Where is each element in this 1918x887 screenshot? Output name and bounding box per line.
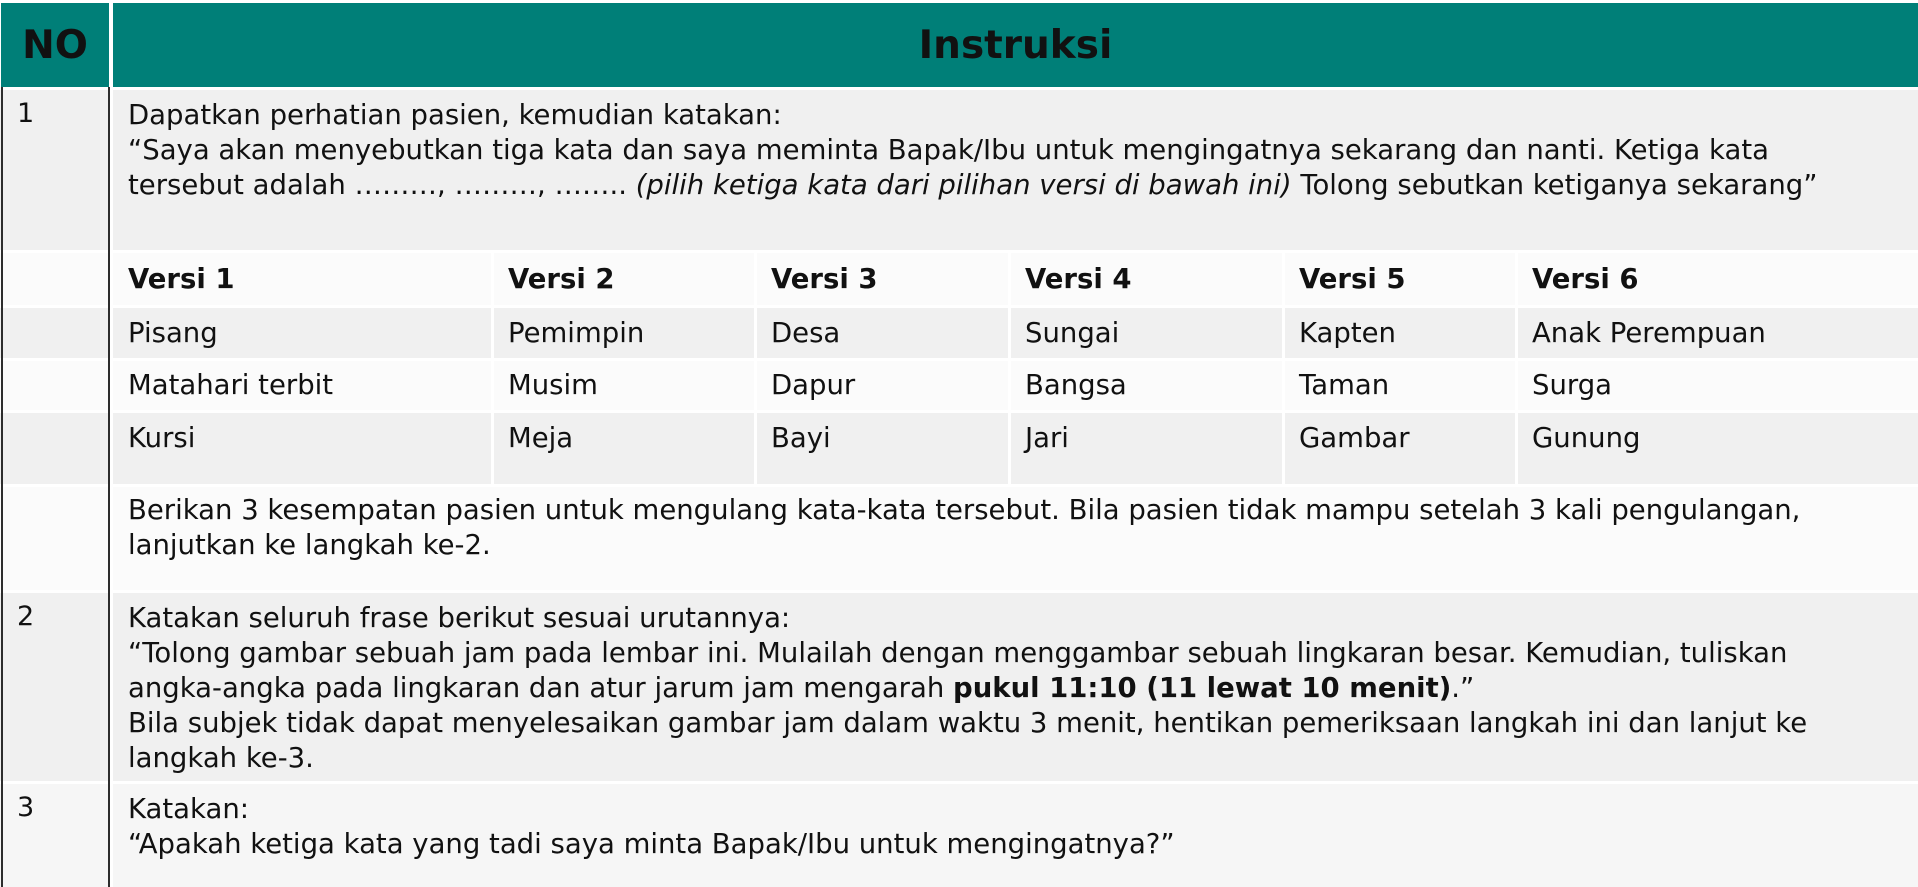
version-word: Pisang [128,317,218,349]
version-word: Meja [508,422,574,454]
versions-row [0,308,1918,358]
instruction-line: Bila subjek tidak dapat menyelesaikan gambar jam dalam waktu 3 menit, hentikan pemeriksaan langkah ini dan lanjut ke [128,707,1808,739]
version-header: Versi 2 [508,263,615,295]
row-number: 3 [17,792,35,823]
versions-row [0,413,1918,484]
followup-line: Berikan 3 kesempatan pasien untuk mengulang kata-kata tersebut. Bila pasien tidak mampu setelah 3 kali pengulangan, [128,494,1801,526]
row-number: 1 [17,98,35,129]
instruction-text [128,792,1868,862]
row-1-followup [0,487,1918,590]
versions-row [0,361,1918,410]
instruction-line: “Apakah ketiga kata yang tadi saya minta Bapak/Ibu untuk mengingatnya?” [128,828,1175,860]
version-word: Sungai [1025,317,1120,349]
instruction-line: angka-angka pada lingkaran dan atur jarum jam mengarah pukul 11:10 (11 lewat 10 menit).” [128,672,1475,704]
version-header: Versi 3 [771,263,878,295]
instruction-line: Katakan: [128,793,250,825]
version-word: Matahari terbit [128,369,334,401]
version-word: Gambar [1299,422,1410,454]
column-divider [110,0,113,887]
row-number: 2 [17,601,35,632]
version-word: Taman [1299,369,1390,401]
version-word: Bangsa [1025,369,1127,401]
intro-line: Dapatkan perhatian pasien, kemudian katakan: [128,99,782,131]
version-word: Gunung [1532,422,1641,454]
instruction-line: langkah ke-3. [128,742,314,774]
versions-header-row [0,253,1918,305]
version-word: Kapten [1299,317,1396,349]
instruction-line: Katakan seluruh frase berikut sesuai urutannya: [128,602,791,634]
version-word: Surga [1532,369,1613,401]
version-word: Kursi [128,422,196,454]
quote-line: tersebut adalah ………, ………, …….. (pilih ketiga kata dari pilihan versi di bawah ini) Tolong sebutkan ketiganya sekarang” [128,169,1818,201]
version-word: Desa [771,317,841,349]
followup-line: lanjutkan ke langkah ke-2. [128,529,491,561]
version-word: Pemimpin [508,317,645,349]
column-header-no: NO [1,3,109,87]
version-word: Bayi [771,422,831,454]
version-header: Versi 5 [1299,263,1406,295]
row-2 [0,593,1918,781]
version-word: Jari [1025,422,1069,454]
version-word: Dapur [771,369,856,401]
quote-line: “Saya akan menyebutkan tiga kata dan saya meminta Bapak/Ibu untuk mengingatnya sekarang dan nanti. Ketiga kata [128,134,1769,166]
version-header: Versi 4 [1025,263,1132,295]
row-1-intro [0,90,1918,250]
version-header: Versi 6 [1532,263,1639,295]
no-column-border [1,87,110,887]
instruction-text [128,98,1868,203]
version-word: Musim [508,369,598,401]
column-header-instruksi: Instruksi [113,3,1918,87]
row-3 [0,784,1918,887]
version-word: Anak Perempuan [1532,317,1766,349]
instruction-line: “Tolong gambar sebuah jam pada lembar ini. Mulailah dengan menggambar sebuah lingkaran besar. Kemudian, tuliskan [128,637,1788,669]
version-header: Versi 1 [128,263,235,295]
followup-text [128,493,1868,563]
instruction-text [128,601,1868,776]
